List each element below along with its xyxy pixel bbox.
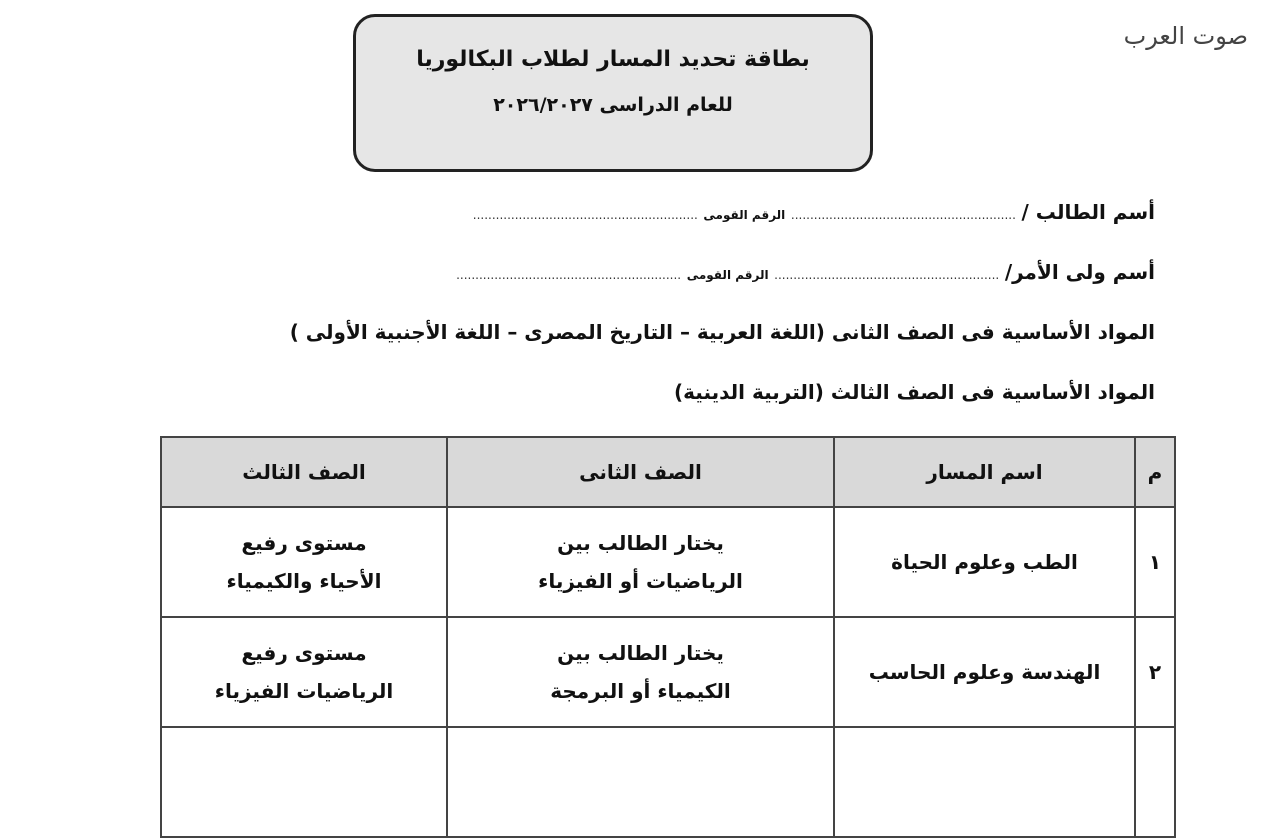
cell-line: مستوى رفيع [241, 641, 367, 665]
header-track: اسم المسار [834, 437, 1135, 507]
guardian-name-input[interactable]: ........................................................... [774, 268, 1000, 282]
header-second-grade: الصف الثانى [447, 437, 834, 507]
cell-line: مستوى رفيع [241, 531, 367, 555]
row-number: ٢ [1135, 617, 1175, 727]
card-title: بطاقة تحديد المسار لطلاب البكالوريا [416, 47, 810, 72]
second-grade-cell [447, 617, 834, 727]
guardian-name-label: أسم ولى الأمر/ [1004, 260, 1155, 284]
table-header-row [161, 437, 1175, 507]
cell-line: الكيمياء أو البرمجة [550, 679, 731, 703]
table-row [161, 617, 1175, 727]
track-name: الهندسة وعلوم الحاسب [834, 617, 1135, 727]
table-row-partial [161, 727, 1175, 837]
cell-line: يختار الطالب بين [557, 641, 724, 665]
cell-line: يختار الطالب بين [557, 531, 724, 555]
student-name-input[interactable]: ........................................................... [790, 208, 1016, 222]
student-name-label: أسم الطالب / [1021, 200, 1155, 224]
header-number: م [1135, 437, 1175, 507]
academic-year: للعام الدراسى ٢٠٢٦/٢٠٢٧ [493, 94, 733, 116]
row-number: ١ [1135, 507, 1175, 617]
track-name: الطب وعلوم الحياة [834, 507, 1135, 617]
third-grade-cell [161, 507, 447, 617]
student-id-input[interactable]: ........................................................... [472, 208, 698, 222]
header-third-grade: الصف الثالث [161, 437, 447, 507]
title-box [353, 14, 873, 172]
student-id-label: الرقم القومى [703, 208, 786, 222]
second-grade-subjects: المواد الأساسية فى الصف الثانى (اللغة العربية – التاريخ المصرى – اللغة الأجنبية الأولى ) [289, 320, 1155, 344]
watermark: صوت العرب [1123, 22, 1248, 50]
guardian-id-label: الرقم القومى [686, 268, 769, 282]
cell-line: الأحياء والكيمياء [226, 569, 382, 593]
tracks-table [160, 436, 1176, 838]
guardian-name-row [456, 260, 1155, 284]
cell-line: الرياضيات أو الفيزياء [538, 569, 743, 593]
second-grade-cell [447, 507, 834, 617]
guardian-id-input[interactable]: ........................................................... [456, 268, 682, 282]
student-name-row [473, 200, 1155, 224]
table-row [161, 507, 1175, 617]
cell-line: الرياضيات الفيزياء [214, 679, 394, 703]
third-grade-cell [161, 617, 447, 727]
third-grade-subjects: المواد الأساسية فى الصف الثالث (التربية الدينية) [674, 380, 1155, 404]
